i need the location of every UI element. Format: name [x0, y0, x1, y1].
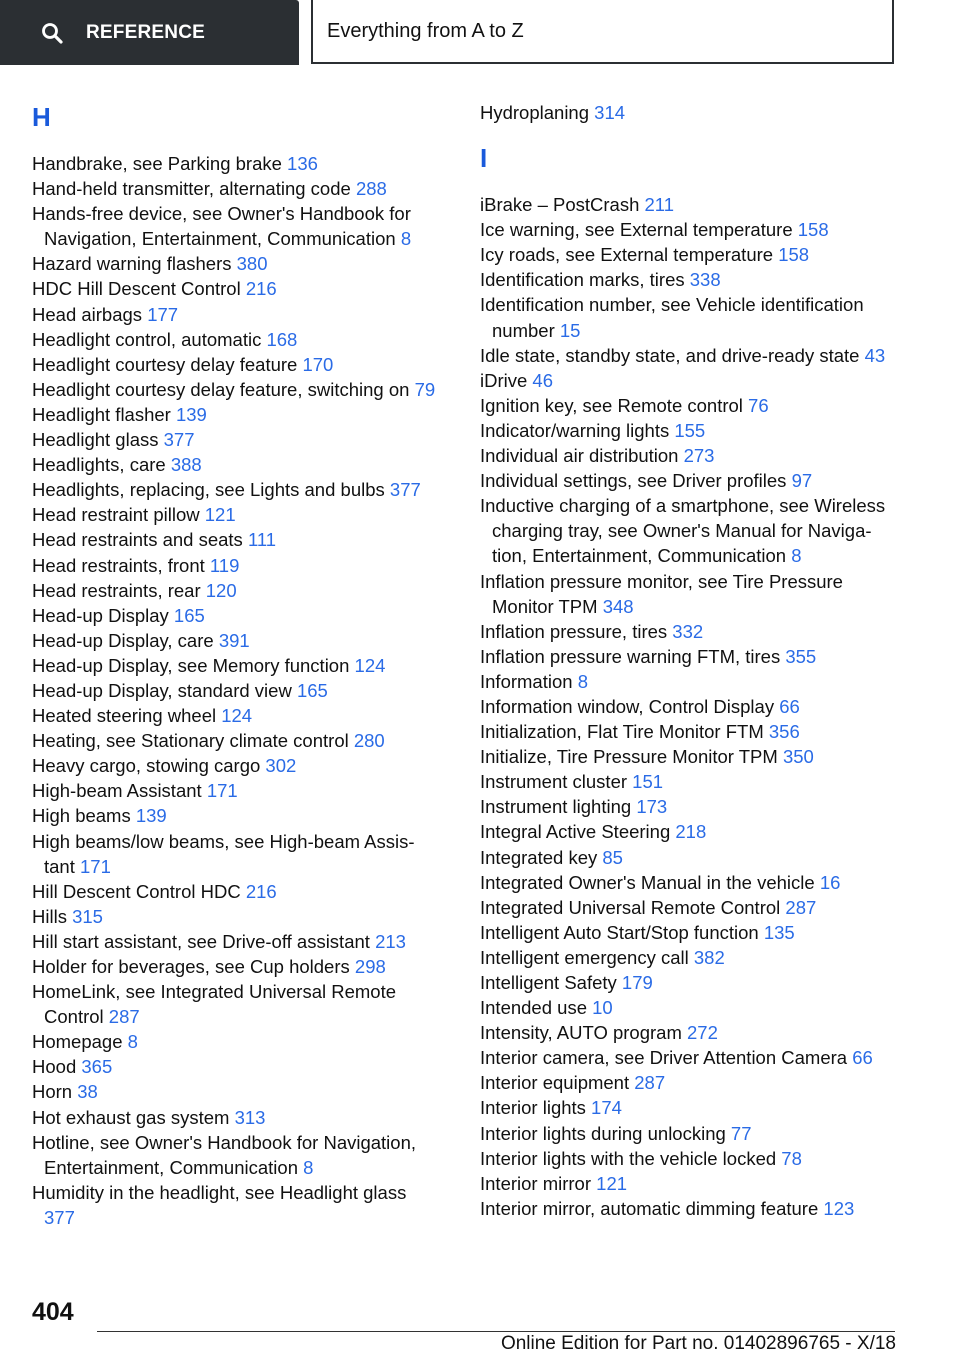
search-icon: [40, 21, 64, 45]
page-link[interactable]: 380: [236, 253, 268, 275]
index-entry: [480, 1146, 900, 1171]
page-link[interactable]: 216: [245, 278, 277, 300]
index-entry: [480, 343, 900, 368]
index-entry: [32, 1180, 442, 1230]
page-link[interactable]: 77: [730, 1122, 752, 1144]
index-entry: [480, 217, 900, 242]
index-entry-text: Interior lights during unlocking: [480, 1122, 726, 1144]
page-link[interactable]: 155: [674, 419, 706, 441]
index-entry-text: Heating, see Stationary climate control: [32, 730, 349, 752]
page-link[interactable]: 38: [77, 1081, 98, 1103]
index-letter-heading: I: [480, 143, 488, 174]
index-entry-text: Hands-free device, see Owner's Handbook for Navigation, Entertainment, Communication: [32, 203, 411, 250]
page-link[interactable]: 16: [819, 871, 841, 893]
index-entry-text: Interior camera, see Driver Attention Camera: [480, 1047, 848, 1069]
index-entry: [480, 418, 900, 443]
index-entry: [32, 402, 442, 427]
index-entry-text: Hills: [32, 905, 67, 927]
page-link[interactable]: 273: [683, 445, 715, 467]
page-link[interactable]: 135: [763, 921, 795, 943]
index-entry-text: Handbrake, see Parking brake: [32, 153, 282, 174]
reference-tab[interactable]: [0, 0, 299, 65]
index-entry: [32, 1054, 442, 1079]
index-entry-text: Headlight glass: [32, 429, 159, 451]
page-link[interactable]: 287: [785, 896, 817, 918]
index-entry: [480, 1070, 900, 1095]
index-entry: [480, 794, 900, 819]
page-link[interactable]: 119: [209, 554, 240, 576]
index-entry-text: Hood: [32, 1056, 77, 1078]
page-link[interactable]: 377: [389, 479, 421, 501]
index-entry-text: Hot exhaust gas system: [32, 1106, 230, 1128]
index-entry-text: Head restraints and seats: [32, 529, 243, 551]
index-entry: [32, 276, 442, 301]
chapter-title: Everything from A to Z: [327, 19, 524, 42]
page-link[interactable]: 350: [782, 746, 814, 768]
index-entry-text: Indicator/warning lights: [480, 419, 670, 441]
index-entry: [480, 393, 900, 418]
index-entry: [480, 995, 900, 1020]
page-link[interactable]: 139: [135, 805, 167, 827]
index-entry: [32, 452, 442, 477]
page-link[interactable]: 272: [687, 1022, 718, 1044]
page-link[interactable]: 124: [221, 705, 253, 727]
index-entry: [480, 493, 900, 568]
index-entry-text: Information window, Control Display: [480, 695, 775, 717]
index-entry: [480, 242, 900, 267]
page-link[interactable]: 139: [175, 403, 207, 425]
page-link[interactable]: 377: [163, 429, 195, 451]
page-link[interactable]: 218: [675, 821, 707, 843]
page-link[interactable]: 216: [245, 880, 277, 902]
index-entry: [32, 176, 442, 201]
page-link[interactable]: 288: [355, 178, 387, 200]
index-entry-text: Ignition key, see Remote control: [480, 394, 743, 416]
index-entry-text: iDrive: [480, 369, 528, 391]
page-link[interactable]: 158: [778, 244, 810, 266]
page-link[interactable]: 171: [206, 780, 238, 802]
page-link[interactable]: 356: [768, 721, 800, 743]
page-link[interactable]: 365: [81, 1056, 113, 1078]
page-link[interactable]: 78: [781, 1147, 802, 1169]
index-entry: [480, 694, 900, 719]
page-link[interactable]: 8: [127, 1031, 138, 1053]
index-entry-text: Headlight control, automatic: [32, 328, 262, 350]
page-link[interactable]: 136: [287, 153, 318, 174]
index-entry: [480, 669, 900, 694]
index-entry: [480, 569, 900, 619]
page-link[interactable]: 123: [823, 1197, 855, 1219]
index-entry: [480, 870, 900, 895]
index-entry: [480, 1196, 900, 1221]
page-link[interactable]: 170: [302, 353, 334, 375]
index-entry: [32, 678, 442, 703]
page-link[interactable]: 171: [80, 855, 111, 877]
index-entry-text: HomeLink, see Integrated Universal Remote Control: [32, 981, 397, 1028]
index-entry: [480, 1020, 900, 1045]
page-link[interactable]: 66: [779, 695, 800, 717]
index-entry: [480, 719, 900, 744]
page-link[interactable]: 174: [591, 1097, 622, 1119]
index-entry-text: Initialize, Tire Pressure Monitor TPM: [480, 746, 778, 768]
index-entry: [480, 192, 900, 217]
page-link[interactable]: 287: [108, 1006, 140, 1028]
page-link[interactable]: 165: [173, 604, 205, 626]
index-entry-text: Hazard warning flashers: [32, 253, 232, 275]
index-entry: [32, 527, 442, 552]
index-entry: [32, 929, 442, 954]
index-entry-text: Ice warning, see External temperature: [480, 219, 793, 241]
page-number: 404: [32, 1298, 74, 1326]
index-entry: [32, 728, 442, 753]
index-entry-text: Headlights, replacing, see Lights and bulbs: [32, 479, 385, 501]
footer-divider: [97, 1331, 895, 1332]
index-entry: [32, 778, 442, 803]
page-link[interactable]: 8: [791, 545, 802, 567]
index-entry: [32, 578, 442, 603]
index-entry-text: iBrake – PostCrash: [480, 194, 640, 216]
page-link[interactable]: 8: [400, 228, 412, 250]
page-link[interactable]: 298: [354, 956, 386, 977]
index-entry-text: Head-up Display: [32, 604, 169, 626]
index-entry-text: Inflation pressure warning FTM, tires: [480, 645, 781, 667]
index-entry-text: Idle state, standby state, and drive-ready state: [480, 344, 860, 366]
index-entry-text: Intensity, AUTO program: [480, 1022, 682, 1044]
index-entry-text: Head restraint pillow: [32, 504, 200, 526]
index-entry-text: High beams/low beams, see High-beam Assis-tant: [32, 830, 415, 877]
page-link[interactable]: 179: [621, 972, 653, 993]
page-link[interactable]: 165: [296, 679, 328, 701]
page-link[interactable]: 168: [266, 328, 298, 350]
page-link[interactable]: 173: [636, 796, 668, 818]
index-entry: [480, 1121, 900, 1146]
index-entry: [480, 267, 900, 292]
index-entry-text: Holder for beverages, see Cup holders: [32, 956, 350, 977]
page-link[interactable]: 382: [693, 946, 725, 968]
index-entry-text: Headlight courtesy delay feature: [32, 353, 298, 375]
page-link[interactable]: 158: [797, 219, 829, 241]
index-entry-text: Hand-held transmitter, alternating code: [32, 178, 351, 200]
index-entry-text: Hydroplaning: [480, 102, 590, 123]
page-link[interactable]: 177: [147, 303, 179, 325]
index-entry: [480, 292, 900, 342]
index-entry-text: Individual air distribution: [480, 445, 679, 467]
index-entry-text: Instrument lighting: [480, 796, 632, 818]
index-entry-text: Identification number, see Vehicle identification number: [480, 294, 864, 341]
page-link[interactable]: 66: [852, 1047, 873, 1069]
page-link[interactable]: 302: [265, 755, 297, 777]
chapter-title-tab: [311, 0, 894, 64]
index-entry: [32, 352, 442, 377]
index-entry: [480, 970, 900, 995]
page-link[interactable]: 151: [632, 771, 664, 793]
index-entry-text: Humidity in the headlight, see Headlight glass: [32, 1181, 407, 1203]
index-entry: [32, 703, 442, 728]
page-link[interactable]: 388: [170, 454, 202, 476]
page-link[interactable]: 377: [44, 1206, 75, 1228]
index-entry-text: Information: [480, 670, 573, 692]
page-link[interactable]: 211: [644, 194, 675, 216]
index-entry-text: Intelligent Safety: [480, 972, 617, 993]
index-entry-text: Intelligent Auto Start/Stop function: [480, 921, 759, 943]
page-link[interactable]: 85: [602, 846, 623, 868]
index-entry: [480, 945, 900, 970]
index-entry: [32, 151, 442, 176]
index-entry-text: Integrated Universal Remote Control: [480, 896, 781, 918]
index-entry: [32, 1105, 442, 1130]
index-entry-text: Integral Active Steering: [480, 821, 671, 843]
page-link[interactable]: 15: [559, 319, 581, 341]
index-entry: [32, 829, 442, 879]
index-entry-text: Heavy cargo, stowing cargo: [32, 755, 261, 777]
page-link[interactable]: 121: [204, 504, 236, 526]
index-entry: [480, 1095, 900, 1120]
page-link[interactable]: 120: [205, 579, 237, 601]
index-entry-text: Head restraints, rear: [32, 579, 201, 601]
index-entry-text: Inductive charging of a smartphone, see Wireless charging tray, see Owner's Manual for Naviga-tion, Entertainment, Communication: [480, 495, 886, 567]
index-entry-text: Hotline, see Owner's Handbook for Navigation, Entertainment, Communication: [32, 1131, 417, 1178]
index-entry-text: Head restraints, front: [32, 554, 205, 576]
edition-note: Online Edition for Part no. 01402896765 - X/18: [500, 1333, 896, 1354]
index-entry: [32, 302, 442, 327]
index-entry: [32, 327, 442, 352]
page-link[interactable]: 43: [864, 344, 886, 366]
index-entry: [32, 603, 442, 628]
index-entry: [480, 644, 900, 669]
index-entry-text: Initialization, Flat Tire Monitor FTM: [480, 721, 764, 743]
index-entry-text: Intelligent emergency call: [480, 946, 689, 968]
index-entry: [32, 954, 442, 979]
index-column-left: [32, 100, 442, 1230]
index-entry-text: Hill Descent Control HDC: [32, 880, 241, 902]
page-link[interactable]: 332: [672, 620, 704, 642]
index-entry-text: Interior equipment: [480, 1072, 630, 1094]
index-entry: [32, 251, 442, 276]
page-link[interactable]: 391: [218, 629, 250, 651]
index-entry: [32, 803, 442, 828]
index-entry-text: Headlight courtesy delay feature, switching on: [32, 378, 410, 400]
page-link[interactable]: 124: [354, 654, 386, 676]
page-link[interactable]: 8: [303, 1156, 314, 1178]
index-entry-text: Heated steering wheel: [32, 705, 217, 727]
index-entry: [32, 628, 442, 653]
page-link[interactable]: 97: [791, 470, 813, 492]
index-entry: [32, 1130, 442, 1180]
index-entry-text: Inflation pressure, tires: [480, 620, 668, 642]
index-entry-text: Head-up Display, standard view: [32, 679, 292, 701]
index-entry: [480, 845, 900, 870]
index-entry: [32, 979, 442, 1029]
index-entry: [32, 879, 442, 904]
index-entry-text: Headlights, care: [32, 454, 166, 476]
page-link[interactable]: 10: [592, 997, 613, 1019]
index-entry-text: Intended use: [480, 997, 587, 1019]
index-entry: [32, 1079, 442, 1104]
index-entry-text: Head-up Display, care: [32, 629, 214, 651]
index-entry-text: Integrated Owner's Manual in the vehicle: [480, 871, 815, 893]
index-entry-text: Head-up Display, see Memory function: [32, 654, 350, 676]
index-entry-text: Identification marks, tires: [480, 269, 685, 291]
index-entry: [32, 427, 442, 452]
index-entry: [32, 653, 442, 678]
index-entry: [32, 477, 442, 502]
page-link[interactable]: 348: [602, 595, 634, 617]
index-entry: [32, 502, 442, 527]
page-link[interactable]: 121: [596, 1172, 628, 1194]
index-entry-text: Horn: [32, 1081, 73, 1103]
page-header: [0, 0, 960, 66]
page-link[interactable]: 287: [634, 1072, 666, 1094]
index-entry: [480, 443, 900, 468]
index-entry: [480, 895, 900, 920]
page-link[interactable]: 314: [594, 102, 626, 123]
index-letter-heading: H: [32, 102, 51, 132]
page-link[interactable]: 313: [234, 1106, 266, 1128]
index-entry: [480, 920, 900, 945]
index-entry-text: Head airbags: [32, 303, 143, 325]
index-entry-text: HDC Hill Descent Control: [32, 278, 241, 300]
index-entry-text: Inflation pressure monitor, see Tire Pressure Monitor TPM: [480, 570, 843, 617]
index-entry: [480, 744, 900, 769]
index-entry: [32, 904, 442, 929]
index-entry: [480, 1171, 900, 1196]
page-link[interactable]: 315: [72, 905, 103, 927]
index-entry-text: Icy roads, see External temperature: [480, 244, 774, 266]
index-entry: [480, 368, 900, 393]
index-column-right: [480, 100, 900, 1221]
page-link[interactable]: 280: [353, 730, 385, 752]
index-entry-text: High beams: [32, 805, 131, 827]
page-link[interactable]: 76: [748, 394, 769, 416]
index-entry: [32, 377, 442, 402]
index-entry-text: High-beam Assistant: [32, 780, 202, 802]
index-entry-text: Interior mirror, automatic dimming feature: [480, 1197, 819, 1219]
index-entry-text: Instrument cluster: [480, 771, 628, 793]
index-entry: [32, 1029, 442, 1054]
index-entry-text: Hill start assistant, see Drive-off assistant: [32, 930, 370, 952]
index-entry: [480, 468, 900, 493]
index-entry: [32, 201, 442, 251]
index-entry-text: Homepage: [32, 1031, 123, 1053]
index-entry: [480, 819, 900, 844]
page-link[interactable]: 46: [532, 369, 553, 391]
page-link[interactable]: 8: [577, 670, 588, 692]
index-entry: [480, 769, 900, 794]
page-link[interactable]: 213: [375, 930, 406, 952]
index-entry: [480, 1045, 900, 1070]
index-entry-text: Headlight flasher: [32, 403, 171, 425]
index-entry-text: Individual settings, see Driver profiles: [480, 470, 787, 492]
index-entry-text: Interior mirror: [480, 1172, 592, 1194]
index-entry: [32, 753, 442, 778]
index-entry: [32, 553, 442, 578]
page-link[interactable]: 355: [785, 645, 817, 667]
page-link[interactable]: 111: [247, 529, 277, 551]
index-entry-text: Interior lights with the vehicle locked: [480, 1147, 777, 1169]
index-entry-text: Interior lights: [480, 1097, 586, 1119]
index-entry-text: Integrated key: [480, 846, 598, 868]
section-label: REFERENCE: [86, 21, 205, 43]
page-link[interactable]: 79: [414, 378, 436, 400]
index-entry: [480, 100, 900, 125]
index-entry: [480, 619, 900, 644]
page-link[interactable]: 338: [689, 269, 721, 291]
